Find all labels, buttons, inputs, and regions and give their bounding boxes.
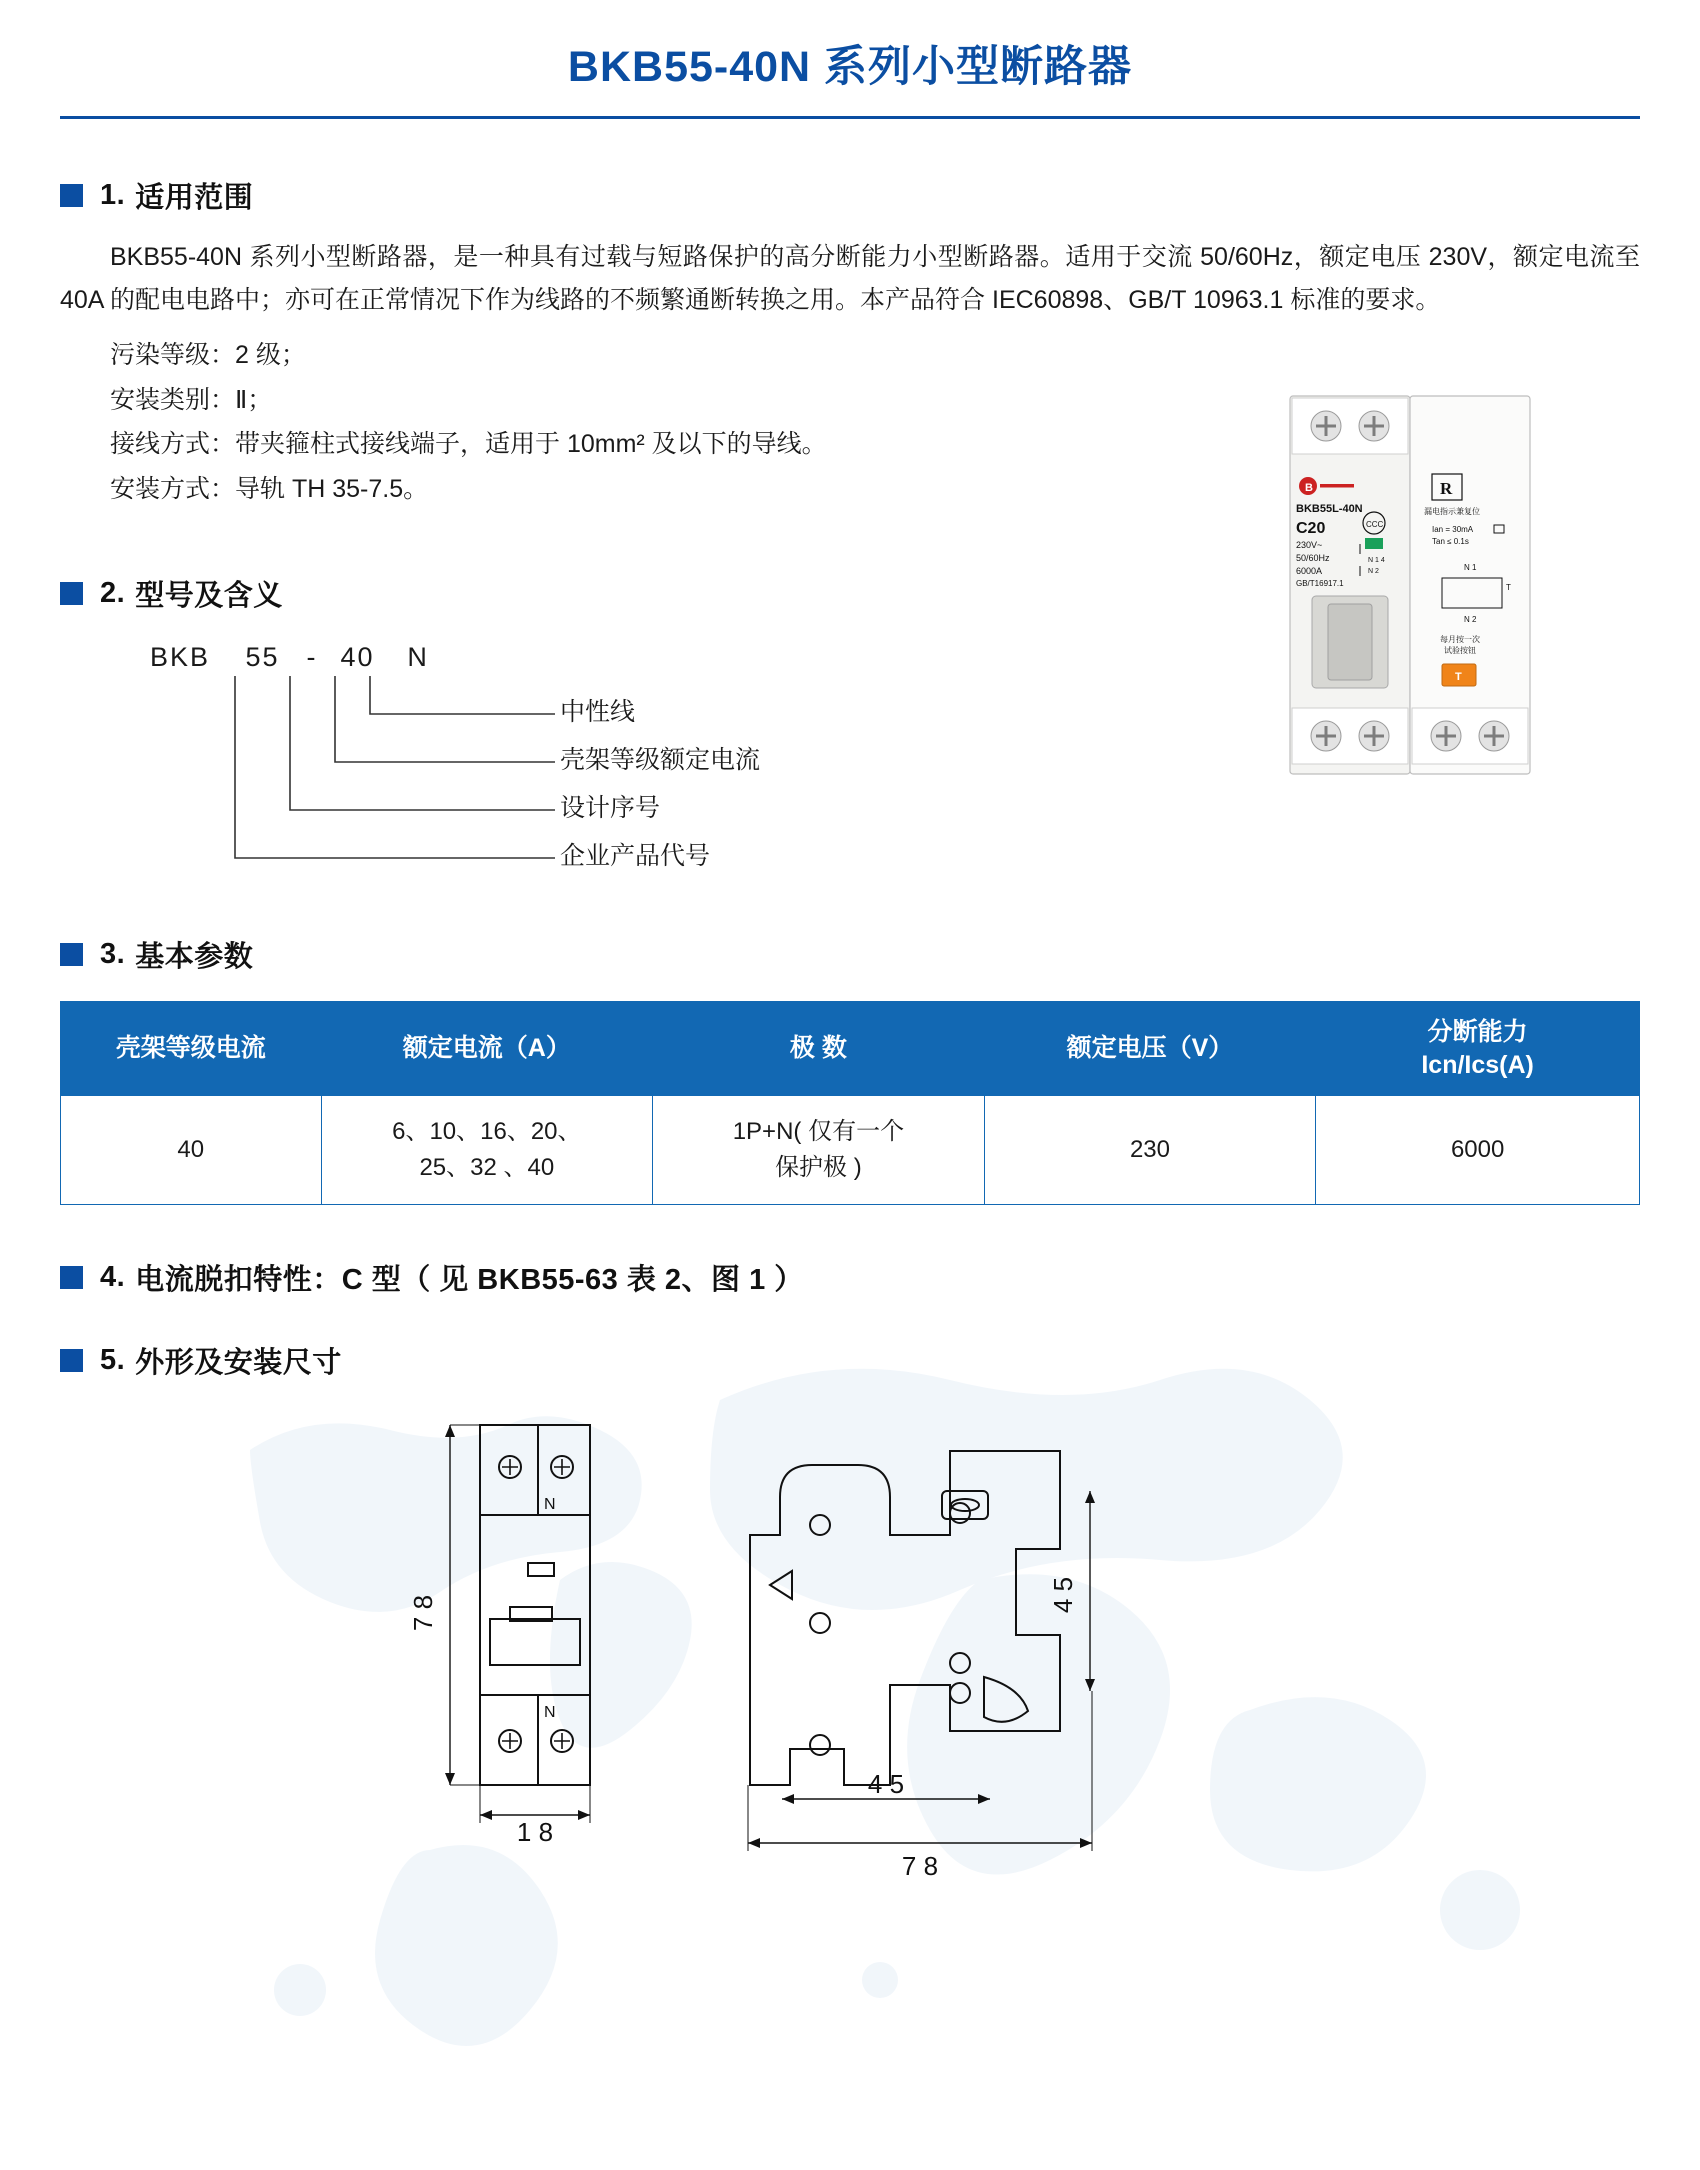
svg-text:每月按一次: 每月按一次 (1440, 635, 1480, 644)
section-1-title: 适用范围 (135, 181, 254, 214)
dim-front-width: 1 8 (516, 1817, 554, 1848)
section-tripping-characteristic (60, 1257, 1640, 1298)
poles-line2: 保护极 ) (775, 1154, 862, 1182)
svg-text:Ian = 30mA: Ian = 30mA (1432, 525, 1474, 534)
model-label-company-code: 企业产品代号 (560, 842, 711, 871)
section-dimensions (60, 1340, 1640, 1895)
dimension-drawing (350, 1395, 1350, 1895)
document-header (60, 0, 1640, 119)
square-bullet-icon (60, 1266, 83, 1289)
model-part-company: BKB (150, 642, 211, 673)
section-4-heading (60, 1257, 1640, 1298)
svg-text:T: T (1455, 671, 1462, 683)
model-designation-diagram (130, 642, 1030, 882)
table-row (61, 1096, 1640, 1205)
model-label-list (560, 688, 760, 880)
section-4-title: 电流脱扣特性：C 型（ 见 BKB55-63 表 2、图 1 ） (135, 1264, 804, 1297)
svg-text:N 1 4: N 1 4 (1368, 557, 1385, 564)
square-bullet-icon (60, 184, 83, 207)
section-5-heading (60, 1340, 1640, 1381)
svg-text:230V~: 230V~ (1296, 540, 1323, 550)
terminal-label-n-top: N (544, 1496, 556, 1514)
model-part-dash: - (306, 642, 318, 673)
section-4-number: 4. (100, 1261, 126, 1294)
model-label-design-number: 设计序号 (560, 794, 661, 823)
svg-text:50/60Hz: 50/60Hz (1296, 553, 1330, 563)
cell-frame-current: 40 (61, 1096, 322, 1205)
svg-text:T: T (1506, 583, 1511, 592)
svg-text:GB/T16917.1: GB/T16917.1 (1296, 579, 1344, 588)
cell-breaking-capacity: 6000 (1316, 1096, 1640, 1205)
section-1-number: 1. (100, 178, 126, 211)
dim-side-width-inner: 4 5 (867, 1769, 905, 1800)
section-basic-parameters (60, 934, 1640, 1205)
section-3-title: 基本参数 (135, 941, 254, 974)
spec-item-pollution: 污染等级：2 级； (110, 341, 306, 370)
column-header-rated-current: 额定电流（A） (321, 1002, 653, 1096)
svg-text:漏电指示兼复位: 漏电指示兼复位 (1424, 507, 1480, 516)
page-title: BKB55-40N 系列小型断路器 (567, 43, 1133, 91)
breaking-capacity-line2: Icn/Ics(A) (1421, 1050, 1534, 1079)
section-1-heading (60, 175, 1640, 216)
column-header-frame-current: 壳架等级电流 (61, 1002, 322, 1096)
model-label-neutral: 中性线 (560, 698, 636, 727)
column-header-rated-voltage: 额定电压（V） (984, 1002, 1316, 1096)
spec-item-mounting: 安装方式：导轨 TH 35-7.5。 (110, 474, 429, 503)
product-photo (1282, 390, 1552, 780)
dim-side-height: 4 5 (1048, 1577, 1078, 1614)
dim-front-height: 7 8 (408, 1595, 438, 1632)
section-1-paragraph-text: BKB55-40N 系列小型断路器，是一种具有过载与短路保护的高分断能力小型断路器。适用于交流 50/60Hz，额定电压 230V，额定电流至 40A 的配电电路中；亦可在正常情况下作为线路的不频繁通断转换之用。本产品符合 IEC60898、GB/T 10963.1 标准的要求。 (60, 242, 1640, 315)
dimension-drawing-wrap (60, 1395, 1640, 1895)
svg-text:R: R (1440, 479, 1453, 498)
cell-rated-current (321, 1096, 653, 1205)
poles-line1: 1P+N( 仅有一个 (732, 1118, 905, 1146)
square-bullet-icon (60, 943, 83, 966)
section-3-number: 3. (100, 938, 126, 971)
svg-text:N 2: N 2 (1368, 568, 1379, 575)
svg-text:CCC: CCC (1366, 520, 1384, 529)
square-bullet-icon (60, 1349, 83, 1372)
cell-poles (653, 1096, 985, 1205)
section-2-number: 2. (100, 577, 126, 610)
model-part-design: 55 (245, 642, 280, 673)
section-5-title: 外形及安装尺寸 (135, 1347, 342, 1380)
dim-side-width-outer: 7 8 (901, 1851, 939, 1882)
svg-text:N 1: N 1 (1464, 563, 1477, 572)
model-part-frame-current: 40 (340, 642, 375, 673)
svg-text:B: B (1305, 482, 1313, 494)
svg-text:N 2: N 2 (1464, 615, 1477, 624)
svg-text:Tan ≤ 0.1s: Tan ≤ 0.1s (1432, 537, 1469, 546)
column-header-poles: 极 数 (653, 1002, 985, 1096)
title-divider (60, 116, 1640, 119)
square-bullet-icon (60, 582, 83, 605)
parameters-table (60, 1001, 1640, 1205)
svg-text:C20: C20 (1296, 520, 1326, 537)
spec-item-wiring: 接线方式：带夹箍柱式接线端子，适用于 10mm² 及以下的导线。 (110, 430, 827, 459)
rated-current-line2: 25、32 、40 (419, 1154, 555, 1182)
breaking-capacity-line1: 分断能力 (1427, 1018, 1528, 1047)
svg-text:BKB55L-40N: BKB55L-40N (1296, 503, 1363, 515)
section-5-number: 5. (100, 1344, 126, 1377)
cell-rated-voltage: 230 (984, 1096, 1316, 1205)
section-2-title: 型号及含义 (135, 580, 283, 613)
svg-text:试验按钮: 试验按钮 (1444, 646, 1476, 655)
model-label-frame-current: 壳架等级额定电流 (560, 746, 761, 775)
column-header-breaking-capacity (1316, 1002, 1640, 1096)
section-1-paragraph (60, 236, 1640, 324)
svg-text:6000A: 6000A (1296, 566, 1323, 576)
model-part-neutral: N (407, 642, 429, 673)
spec-item-installation-category: 安装类别：Ⅱ； (110, 385, 273, 414)
table-header-row (61, 1002, 1640, 1096)
section-3-heading (60, 934, 1640, 975)
terminal-label-n-bottom: N (544, 1704, 556, 1722)
rated-current-line1: 6、10、16、20、 (392, 1118, 582, 1146)
